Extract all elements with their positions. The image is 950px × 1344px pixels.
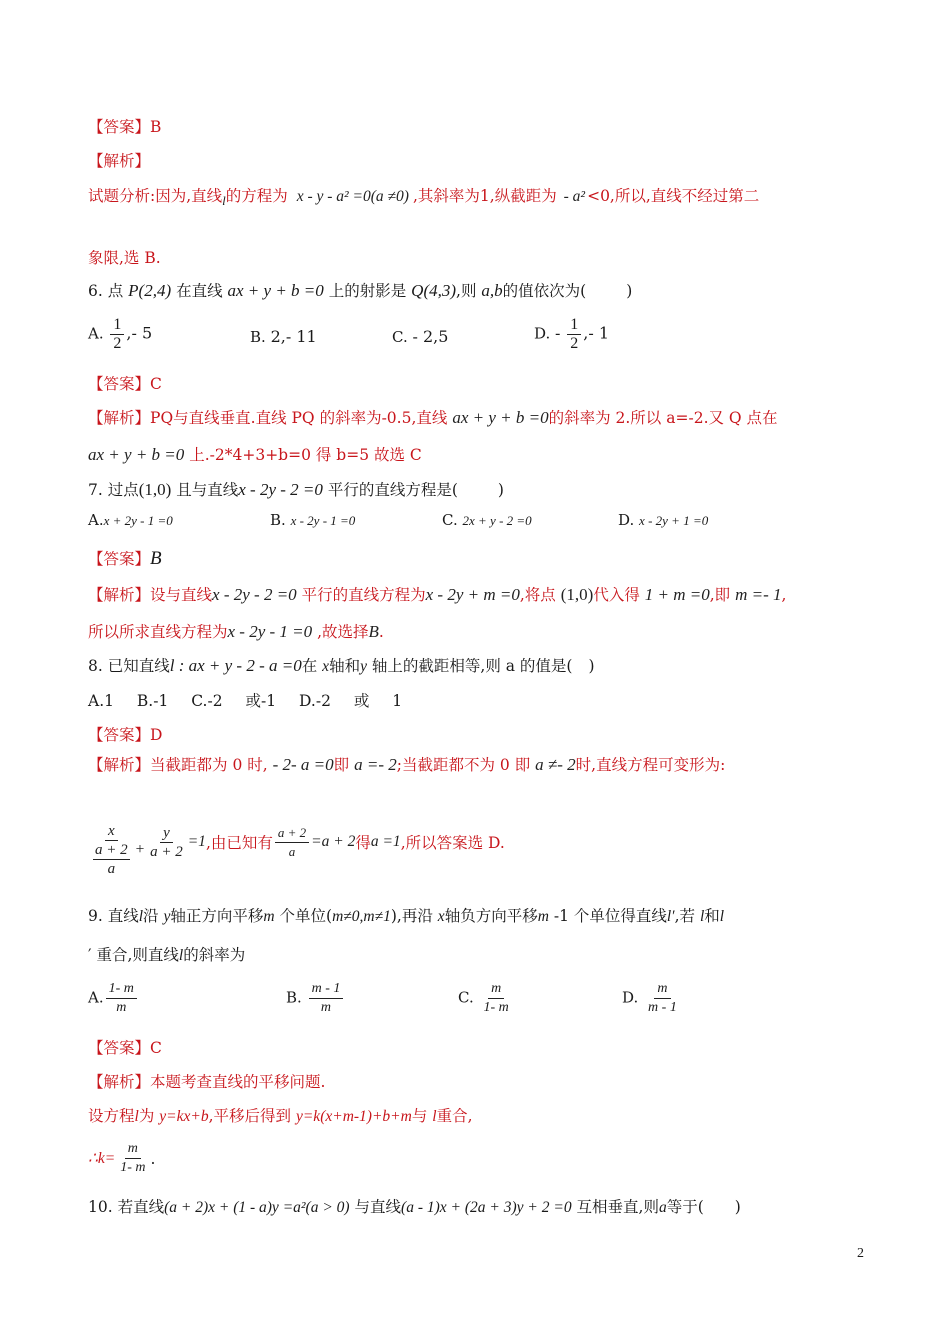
q5-analysis-label: 【解析】 [88, 152, 151, 170]
q9-analysis-line1: 【解析】本题考查直线的平移问题. [88, 1073, 326, 1091]
page-number: 2 [857, 1246, 864, 1261]
q6-option-a[interactable]: A. $\frac{1}{2}$ ,- 5 [88, 316, 153, 352]
q7-analysis-line1: 【解析】设与直线x - 2y - 2 =0 平行的直线方程为x - 2y + m =0,将点 (1,0)代入得 1 + m =0,即 m =- 1, [88, 585, 787, 604]
q9-option-a[interactable]: A. $\frac{1- m}{m}$ [88, 980, 139, 1017]
q9-option-c[interactable]: C. $\frac{m}{1- m}$ [458, 981, 509, 1015]
q7-answer: 【答案】B [88, 548, 162, 569]
q8-analysis-line1: 【解析】当截距都为 0 时, - 2- a =0即 a =- 2;当截距都不为 0 即 a ≠- 2时,直线方程可变形为: [88, 755, 726, 774]
q5-analysis-line2: 象限,选 B. [88, 249, 161, 267]
q6-analysis-line2: ax + y + b =0 上.-2*4+3+b=0 得 b=5 故选 C [88, 445, 422, 464]
q8-stem: 8. 已知直线l : ax + y - 2 - a =0在 x轴和y 轴上的截距相等,则 a 的值是( ) [88, 656, 595, 675]
q9-analysis-line3: ∴k= $\frac{m}{1- m}$ . [88, 1141, 156, 1175]
q6-analysis-line1: 【解析】PQ与直线垂直.直线 PQ 的斜率为-0.5,直线 ax + y + b =0的斜率为 2.所以 a=-2.又 Q 点在 [88, 408, 778, 427]
q8-answer: 【答案】D [88, 726, 163, 744]
q10-stem: 10. 若直线(a + 2)x + (1 - a)y =a²(a > 0) 与直线(a - 1)x + (2a + 3)y + 2 =0 互相垂直,则a等于( ) [88, 1198, 741, 1216]
q7-analysis-line2: 所以所求直线方程为x - 2y - 1 =0 ,故选择B. [88, 622, 384, 641]
q8-analysis-line2: x a + 2 a + $\frac{y}{a + 2}$ =1 ,由已知有 $\frac{a + 2}{a}$ =a + 2 得 a =1 ,所以答案选 D. [95, 823, 505, 877]
q7-option-a[interactable]: A.x + 2y - 1 =0 [88, 511, 173, 529]
q9-analysis-line2: 设方程l为 y=kx+b,平移后得到 y=k(x+m-1)+b+m与 l重合, [88, 1107, 473, 1125]
q9-option-d[interactable]: D. $\frac{m}{m - 1}$ [622, 981, 677, 1015]
q6-option-c[interactable]: C. - 2,5 [392, 327, 449, 346]
q9-stem-line2: ′ 重合,则直线l的斜率为 [88, 946, 246, 964]
q7-stem: 7. 过点(1,0) 且与直线x - 2y - 2 =0 平行的直线方程是( ) [88, 480, 504, 499]
q5-answer: 【答案】B [88, 118, 162, 136]
q8-options[interactable]: A.1 B.-1 C.-2 或-1 D.-2 或 1 [88, 692, 403, 710]
q6-option-d[interactable]: D. - $\frac{1}{2}$ ,- 1 [534, 316, 609, 352]
q9-stem-line1: 9. 直线l沿 y轴正方向平移m 个单位(m≠0,m≠1),再沿 x轴负方向平移m -1 个单位得直线l′,若 l和l [88, 907, 725, 925]
q9-answer: 【答案】C [88, 1039, 162, 1057]
q5-analysis-line1: 试题分析:因为,直线$_l$的方程为 x - y - a² =0(a ≠0) ,其斜率为1,纵截距为 - a² <0,所以,直线不经过第二 [88, 187, 760, 209]
q6-answer: 【答案】C [88, 375, 162, 393]
q7-option-d[interactable]: D. x - 2y + 1 =0 [618, 511, 709, 529]
q6-stem: 6. 点 P(2,4) 在直线 ax + y + b =0 上的射影是 Q(4,3),则 a,b的值依次为( ) [88, 281, 633, 300]
q9-option-b[interactable]: B. $\frac{m - 1}{m}$ [286, 980, 345, 1017]
q7-option-c[interactable]: C. 2x + y - 2 =0 [442, 511, 532, 529]
q7-option-b[interactable]: B. x - 2y - 1 =0 [270, 511, 356, 529]
q6-option-b[interactable]: B. 2,- 11 [250, 327, 317, 346]
